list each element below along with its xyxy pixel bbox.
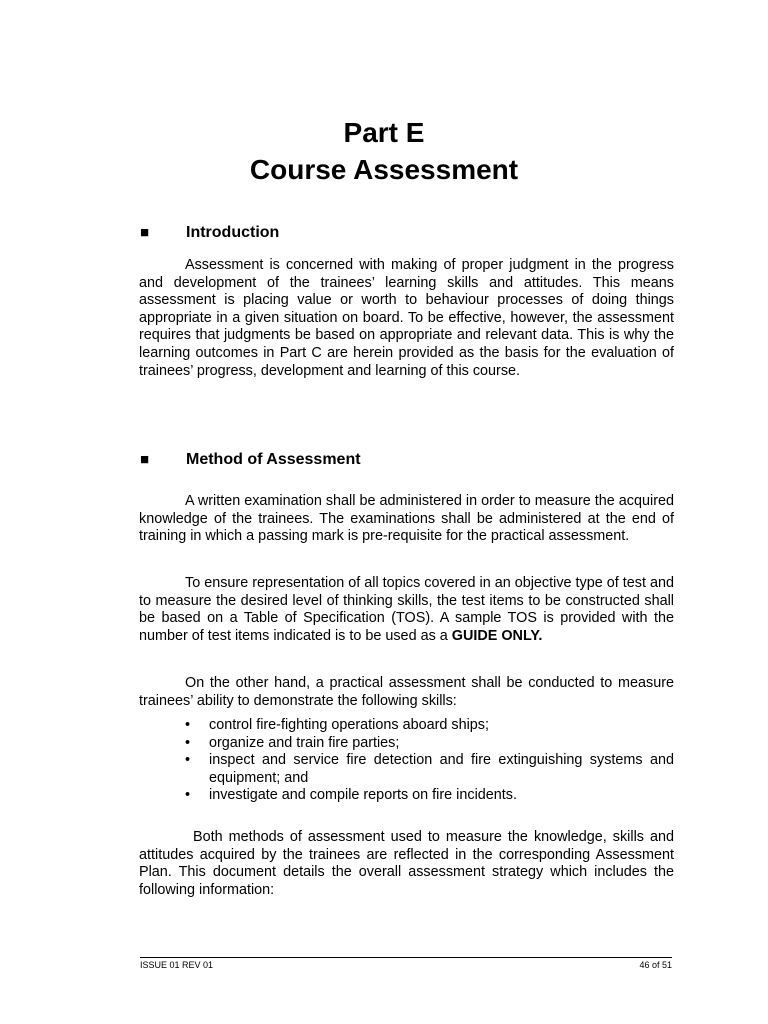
- method-paragraph-2-text: To ensure representation of all topics covered in an objective type of test and to measure the desired level of thinking skills, the test items to be constructed shall be based on a Table of Specification (TOS). A sample TOS is provided with the number of test items indicated is to be used as a: [139, 575, 674, 644]
- list-item: [139, 787, 674, 805]
- bullet-dot-icon: •: [185, 752, 191, 769]
- method-heading-text: Method of Assessment: [186, 451, 361, 468]
- page-title: [0, 114, 768, 188]
- introduction-heading-text: Introduction: [186, 224, 280, 241]
- method-paragraph-3: On the other hand, a practical assessment shall be conducted to measure trainees’ ability to demonstrate the following skills:: [139, 675, 674, 709]
- method-paragraph-4: Both methods of assessment used to measure the knowledge, skills and attitudes acquired by the trainees are reflected in the corresponding Assessment Plan. This document details the overall assessment strategy which includes the following information:: [139, 829, 674, 898]
- skills-list: [139, 717, 674, 805]
- bullet-dot-icon: •: [185, 717, 191, 733]
- course-assessment-title: Course Assessment: [249, 154, 519, 185]
- footer-divider: [140, 957, 672, 958]
- introduction-paragraph: Assessment is concerned with making of proper judgment in the progress and development of the trainees’ learning skills and attitudes. This means assessment is placing value or worth to behaviour processes of doing things appropriate in a given situation on board. To be effective, however, the assessment requires that judgments be based on appropriate and relevant data. This is why the learning outcomes in Part C are herein provided as the basis for the evaluation of trainees’ progress, development and learning of this course.: [139, 257, 674, 379]
- introduction-heading: [140, 224, 279, 242]
- square-bullet-icon: ■: [140, 451, 150, 468]
- part-label: Part E: [343, 117, 425, 148]
- method-paragraph-1: A written examination shall be administered in order to measure the acquired knowledge of the trainees. The examinations shall be administered at the end of training in which a passing mark is pre-requisite for the practical assessment.: [139, 493, 674, 545]
- list-item: [139, 717, 674, 735]
- skill-text: organize and train fire parties;: [209, 734, 400, 751]
- footer-page-number: 46 of 51: [639, 960, 672, 970]
- list-item: [139, 735, 674, 753]
- list-item: [139, 752, 674, 787]
- skill-text: inspect and service fire detection and fire extinguishing systems and equipment; and: [209, 752, 674, 786]
- bullet-dot-icon: •: [185, 787, 191, 804]
- method-heading: [140, 451, 361, 469]
- bullet-dot-icon: •: [185, 734, 191, 751]
- guide-only-emphasis: GUIDE ONLY.: [451, 627, 543, 644]
- skill-text: control fire-fighting operations aboard ships;: [209, 717, 489, 733]
- square-bullet-icon: ■: [140, 224, 150, 241]
- skill-text: investigate and compile reports on fire incidents.: [209, 787, 517, 804]
- footer-issue: ISSUE 01 REV 01: [140, 960, 214, 970]
- method-paragraph-2: [139, 575, 674, 645]
